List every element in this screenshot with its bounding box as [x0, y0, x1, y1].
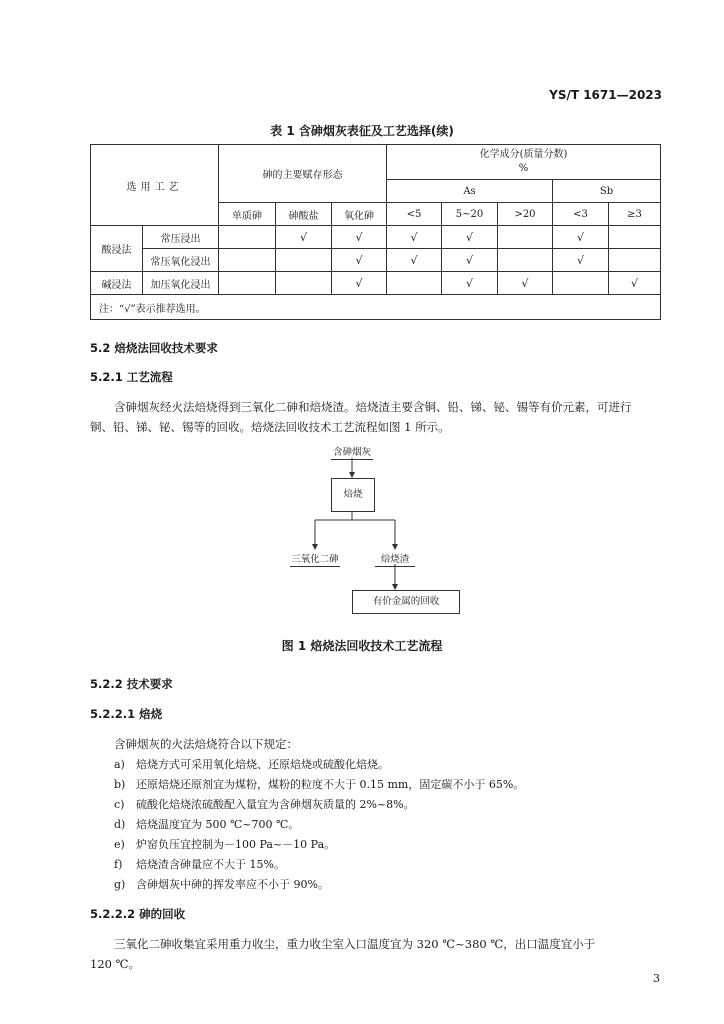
list-item [114, 796, 415, 812]
section-5-2-1-para-1: 含砷烟灰经火法焙烧得到三氧化二砷和焙烧渣。焙烧渣主要含铜、铅、锑、铋、锡等有价元素，可进行 [114, 400, 632, 414]
cell: √ [332, 272, 387, 295]
list-item-label: d) [114, 818, 126, 831]
cell [498, 226, 553, 249]
figure-caption: 图 1 焙烧法回收技术工艺流程 [281, 639, 443, 653]
list-item [114, 856, 285, 872]
table-row [91, 226, 661, 249]
section-5-2-2-title: 5.2.2 技术要求 [90, 677, 173, 691]
section-5-2-1-para-2: 铜、铅、锑、铋、锡等的回收。焙烧法回收技术工艺流程如图 1 所示。 [90, 420, 450, 434]
list-item [114, 816, 299, 832]
cell: √ [387, 249, 442, 272]
group-acid: 酸浸法 [91, 226, 143, 272]
cell [609, 249, 661, 272]
list-item-label: c) [114, 798, 125, 811]
list-item-text: 含砷烟灰中砷的挥发率应不小于 90%。 [136, 878, 329, 891]
subheader-as-1: <5 [387, 203, 442, 226]
flow-right-output-label: 焙烧渣 [375, 551, 415, 567]
subheader-as-3: >20 [498, 203, 553, 226]
list-item-label: e) [114, 838, 125, 851]
list-item-text: 焙烧方式可采用氧化焙烧、还原焙烧或硫酸化焙烧。 [136, 758, 389, 771]
section-5-2-2-2-title: 5.2.2.2 砷的回收 [90, 907, 186, 921]
cell: √ [332, 249, 387, 272]
header-as: As [387, 180, 553, 203]
list-item-label: a) [114, 758, 125, 771]
cell [219, 249, 276, 272]
list-item-text: 炉窑负压宜控制为－100 Pa~－10 Pa。 [136, 838, 336, 851]
row-name: 加压氧化浸出 [143, 272, 219, 295]
section-5-2-title: 5.2 焙烧法回收技术要求 [90, 341, 218, 355]
list-item [114, 836, 335, 852]
list-item-text: 焙烧温度宜为 500 ℃~700 ℃。 [136, 818, 300, 831]
list-item-label: g) [114, 878, 126, 891]
cell [609, 226, 661, 249]
cell [553, 272, 609, 295]
table-note: 注：“√”表示推荐选用。 [91, 295, 661, 320]
cell: √ [387, 226, 442, 249]
table-row [91, 249, 661, 272]
cell: √ [442, 272, 498, 295]
cell: √ [442, 249, 498, 272]
flow-left-output-label: 三氧化二砷 [290, 551, 340, 567]
flow-input-label: 含砷烟灰 [331, 444, 373, 460]
cell [387, 272, 442, 295]
cell: √ [442, 226, 498, 249]
cell: √ [498, 272, 553, 295]
flow-bottom-box: 有价金属的回收 [352, 590, 460, 614]
group-alkali: 碱浸法 [91, 272, 143, 295]
subheader-as-2: 5~20 [442, 203, 498, 226]
header-process: 选用工艺 [91, 145, 219, 226]
subheader-form-2: 砷酸盐 [276, 203, 332, 226]
list-item-text: 硫酸化焙烧浓硫酸配入量宜为含砷烟灰质量的 2%~8%。 [136, 798, 415, 811]
list-item-label: b) [114, 778, 126, 791]
flow-roast-box: 焙烧 [331, 478, 375, 512]
header-chem: 化学成分(质量分数) [479, 149, 568, 160]
header-unit: % [518, 163, 529, 174]
cell [276, 249, 332, 272]
subheader-form-3: 氧化砷 [332, 203, 387, 226]
row-name: 常压浸出 [143, 226, 219, 249]
list-item [114, 756, 389, 772]
list-item [114, 876, 329, 892]
list-item-text: 焙烧渣含砷量应不大于 15%。 [136, 858, 285, 871]
header-sb: Sb [553, 180, 661, 203]
cell: √ [332, 226, 387, 249]
section-5-2-2-2-para-1: 三氧化二砷收集宜采用重力收尘，重力收尘室入口温度宜为 320 ℃~380 ℃，出口温度宜小于 [114, 937, 596, 951]
cell: √ [609, 272, 661, 295]
cell [276, 272, 332, 295]
cell [219, 226, 276, 249]
section-5-2-1-title: 5.2.1 工艺流程 [90, 370, 173, 384]
page-number: 3 [653, 972, 660, 985]
list-item [114, 776, 524, 792]
table-row [91, 272, 661, 295]
subheader-sb-1: <3 [553, 203, 609, 226]
section-5-2-2-1-intro: 含砷烟灰的火法焙烧符合以下规定： [114, 737, 298, 751]
cell: √ [276, 226, 332, 249]
cell: √ [553, 249, 609, 272]
subheader-sb-2: ≥3 [609, 203, 661, 226]
header-arsenic-form: 砷的主要赋存形态 [219, 145, 387, 203]
header-chem-unit [387, 145, 661, 180]
list-item-text: 还原焙烧还原剂宜为煤粉，煤粉的粒度不大于 0.15 mm，固定碳不小于 65%。 [136, 778, 525, 791]
cell [498, 249, 553, 272]
section-5-2-2-1-title: 5.2.2.1 焙烧 [90, 707, 163, 721]
document-code: YS/T 1671—2023 [549, 88, 662, 102]
cell [219, 272, 276, 295]
row-name: 常压氧化浸出 [143, 249, 219, 272]
process-selection-table [90, 144, 661, 320]
table-title: 表 1 含砷烟灰表征及工艺选择(续) [270, 124, 454, 138]
subheader-form-1: 单质砷 [219, 203, 276, 226]
section-5-2-2-2-para-2: 120 ℃。 [90, 957, 140, 971]
list-item-label: f) [114, 858, 123, 871]
cell: √ [553, 226, 609, 249]
